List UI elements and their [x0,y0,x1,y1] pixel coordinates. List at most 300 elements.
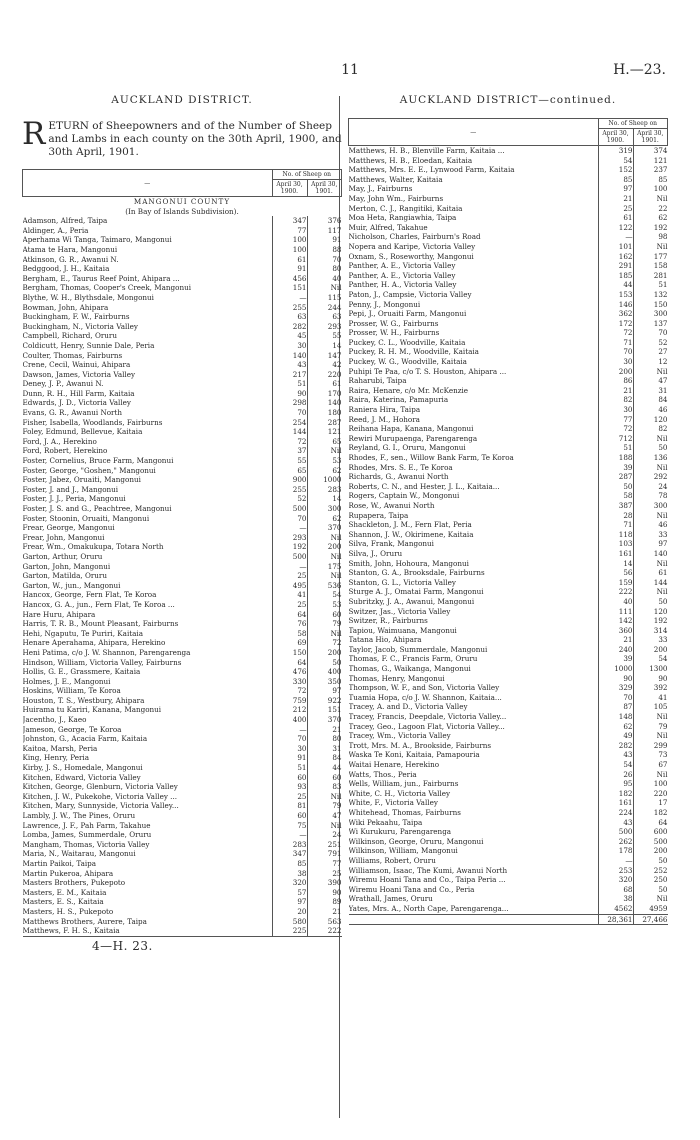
sheep-1901: 180 [307,408,342,418]
owner-name: Tuamia Hopa, c/o J. W. Shannon, Kaitaia... [348,692,502,702]
sheep-1900: 68 [598,885,633,895]
owner-name: Richards, G., Awanui North [348,472,449,482]
sheep-1900: 39 [598,463,633,473]
owner-name: Watts, Thos., Peria [348,769,417,779]
sheep-1901: 400 [307,667,342,677]
table-row [349,578,668,588]
owner-name: Wiremu Hoani Tana and Co., Peria [348,884,475,894]
sheep-1901: 370 [307,523,342,533]
table-row [349,597,668,607]
sheep-1901: 91 [307,235,342,245]
sheep-1901: 17 [633,798,668,808]
owner-name: Frear, George, Mangonui [22,523,115,533]
owner-name: Bowman, John, Ahipara [22,302,109,312]
sheet-signature: 4—H. 23. [92,938,153,953]
owner-name: Crene, Cecil, Wainui, Ahipara [22,360,131,370]
sheep-1900: — [272,830,307,840]
sheep-1900: 254 [272,418,307,428]
sheep-1901: 115 [307,293,342,303]
owner-name: Raharubi, Taipa [348,376,407,386]
sheep-1900: 39 [598,654,633,664]
table-row [349,731,668,741]
table-row [349,645,668,655]
sheep-1901: 374 [633,146,668,156]
sheep-1900: 253 [598,866,633,876]
table-row [23,456,342,466]
sheep-count-group-header: No. of Sheep on [272,170,342,180]
sheep-1900: 64 [272,610,307,620]
sheep-1900: 49 [598,731,633,741]
sheep-1901: 53 [307,600,342,610]
sheep-1900: 240 [598,645,633,655]
sheep-1901: 72 [307,638,342,648]
table-row [349,693,668,703]
table-row [349,491,668,501]
owner-name: Dunn, R. H., Hill Farm, Kaitaia [22,388,135,398]
owner-name: May, John Wm., Fairburns [348,193,444,203]
sheep-1900: 70 [272,408,307,418]
sheep-1901: 252 [633,866,668,876]
owner-name: Ford, J. A., Herekino [22,436,97,446]
sheep-1900: 82 [598,395,633,405]
sheep-1900: 25 [272,571,307,581]
owner-name: Harris, T. R. B., Mount Pleasant, Fairburns [22,619,179,629]
owner-name: Rhodes, Mrs. S. E., Te Koroa [348,462,453,472]
sheep-1900: 293 [272,533,307,543]
sheep-1900: 21 [598,635,633,645]
sheep-1901: 33 [633,635,668,645]
owner-name: Williamson, Isaac, The Kumi, Awanui North [348,865,508,875]
sheep-1901: 79 [307,801,342,811]
sheep-1901: 200 [307,542,342,552]
table-row [23,216,342,226]
sheep-1900: 55 [272,456,307,466]
return-intro [22,116,342,159]
owner-name: Rose, W., Awanui North [348,500,435,510]
sheep-1900: 161 [598,549,633,559]
sheep-1900: 54 [598,156,633,166]
sheep-1901: 90 [307,888,342,898]
owner-name: Matthews, Mrs. E. E., Lynwood Farm, Kaitaia [348,165,515,175]
sheep-1900: 319 [598,146,633,156]
owner-name: Buckingham, N., Victoria Valley [22,321,138,331]
table-row [349,635,668,645]
table-row [349,434,668,444]
owner-name: Foster, Cornelius, Bruce Farm, Mangonui [22,456,174,466]
sheep-1901: 536 [307,581,342,591]
sheep-1901: 222 [307,926,342,936]
sheep-1900: 4562 [598,904,633,914]
owner-name: Silva, J., Oruru [348,548,403,558]
county-heading: MANGONUI COUNTY [133,197,231,206]
sheep-1900: 91 [272,264,307,274]
owner-name: Roberts, C. N., and Hester, J. L., Kaitaia... [348,481,500,491]
sheep-1901: 70 [633,328,668,338]
owner-name: Heni Patima, c/o J. W. Shannon, Parengarenga [22,647,191,657]
sheep-1901: 192 [633,616,668,626]
sheep-1901: 46 [633,405,668,415]
sheep-1900: 360 [598,626,633,636]
sheep-1900: 320 [598,875,633,885]
sheep-1901: 140 [307,398,342,408]
sheep-1901: 82 [633,424,668,434]
owner-name: Dawson, James, Victoria Valley [22,369,136,379]
sheep-1901: 53 [307,456,342,466]
sheep-1900: 21 [598,194,633,204]
table-row [349,252,668,262]
sheep-1901: 283 [307,485,342,495]
table-row [23,581,342,591]
owner-name: Trott, Mrs. M. A., Brookside, Fairburns [348,740,492,750]
sheep-1901: 50 [633,597,668,607]
sheep-1900: 580 [272,917,307,927]
owner-name: Matthews, Walter, Kaitaia [348,174,443,184]
table-row [349,300,668,310]
intro-text: ETURN of Sheepowners and of the Number of Sheep and Lambs in each county on the 30th April, 1900, and 30th April, 1901. [48,120,342,158]
sheep-1900: 400 [272,715,307,725]
sheep-1900: 456 [272,274,307,284]
sheep-1900: 26 [598,770,633,780]
owner-name: Matthews, H. B., Eloedan, Kaitaia [348,155,473,165]
owner-name: Blythe, W. H., Blythsdale, Mongonui [22,292,154,302]
sheep-1901: Nil [307,571,342,581]
sheep-1900: 56 [598,568,633,578]
sheep-1900: 70 [598,693,633,703]
table-row [349,376,668,386]
district-heading-continued: AUCKLAND DISTRICT—continued. [399,94,617,106]
table-row [349,319,668,329]
sheep-1901: 61 [307,379,342,389]
table-row [349,463,668,473]
table-row [23,322,342,332]
owner-name: Taylor, Jacob, Summerdale, Mangonui [348,644,488,654]
owner-name: Matthews, H. B., Blenville Farm, Kaitaia ... [348,146,505,155]
table-row [349,328,668,338]
table-row [23,331,342,341]
owner-name: Wilkinson, George, Oruru, Mangonui [348,836,484,846]
table-row [349,616,668,626]
sheep-1900: 362 [598,309,633,319]
sheep-1900: 192 [272,542,307,552]
sheep-1901: 1000 [307,475,342,485]
table-row [23,562,342,572]
table-row [349,367,668,377]
owner-name: Tracey, Wm., Victoria Valley [348,731,451,741]
table-row [23,725,342,735]
table-row [349,453,668,463]
left-column [22,80,342,953]
totals-row [349,914,668,925]
table-row [23,792,342,802]
sheep-1900: 28 [598,511,633,521]
table-row [349,760,668,770]
sheep-1900: 25 [598,204,633,214]
owner-name: Rogers, Captain W., Mongonui [348,491,460,501]
table-row [23,312,342,322]
totals-label [349,914,599,925]
sheep-1901: 287 [307,418,342,428]
owner-name: Nopera and Karipe, Victoria Valley [348,241,476,251]
sheep-1900: 77 [598,415,633,425]
sheep-1900: 87 [598,702,633,712]
owner-name: Kitchen, Edward, Victoria Valley [22,772,141,782]
sheep-1901: 12 [633,357,668,367]
sheep-1901: 24 [307,830,342,840]
table-row [23,629,342,639]
table-row [349,856,668,866]
owner-name: Subritzky, J. A., Awanui, Mangonui [348,596,475,606]
sheep-1900: 222 [598,587,633,597]
sheep-1901: 299 [633,741,668,751]
sheep-1901: 27 [633,347,668,357]
table-row [349,654,668,664]
owner-name: Tracey, Francis, Deepdale, Victoria Valley... [348,712,507,722]
sheep-1901: 70 [307,255,342,265]
sheep-1901: 121 [307,427,342,437]
sheep-1901: 100 [633,184,668,194]
table-row [23,705,342,715]
sheep-1901: Nil [307,283,342,293]
table-row [349,156,668,166]
sheep-1900: 500 [272,552,307,562]
year-1900-header: April 30, 1900. [598,129,633,146]
table-row [349,223,668,233]
table-row [349,530,668,540]
sheep-1901: 350 [307,677,342,687]
sheep-1901: 600 [633,827,668,837]
sheep-1900: 45 [272,331,307,341]
table-row [349,539,668,549]
table-row [23,773,342,783]
owner-name: Henare Aperahama, Ahipara, Herekino [22,638,166,648]
right-column [348,80,668,925]
sheep-1900: 759 [272,696,307,706]
table-row [23,255,342,265]
owner-name: Maria, N., Waitarau, Mangonui [22,849,136,859]
sheep-1901: 281 [633,271,668,281]
sheep-1900: 85 [598,175,633,185]
owner-name: Williams, Robert, Oruru [348,855,436,865]
sheep-1901: 147 [307,351,342,361]
table-row [23,859,342,869]
table-row [349,232,668,242]
owner-name: Edwards, J. D., Victoria Valley [22,398,131,408]
sheep-1901: 251 [307,840,342,850]
sheep-1900: 1000 [598,664,633,674]
sheep-1900: 62 [598,722,633,732]
sheep-1901: 250 [633,875,668,885]
owner-name: Bergham, Thomas, Cooper's Creek, Mangonui [22,283,191,293]
owner-name: Foster, J. S. and G., Peachtree, Mangonui [22,504,172,513]
owner-name: Martin Pukeroa, Ahipara [22,868,114,878]
owner-name: Wi Kurukuru, Parengarenga [348,827,452,837]
sheep-1900: 100 [272,245,307,255]
sheep-1900: 347 [272,216,307,226]
owner-name: Masters, E. S., Kaitaia [22,897,104,907]
sheep-1900: 60 [272,773,307,783]
sheep-1900: — [272,523,307,533]
table-row [23,446,342,456]
table-row [349,146,668,156]
sheep-1901: 244 [307,303,342,313]
sheep-1901: 132 [633,290,668,300]
owner-name: Foster, Jabez, Oruaiti, Mangonui [22,475,141,485]
sheep-1901: 220 [307,370,342,380]
sheep-1900: 51 [272,379,307,389]
owner-name: Hare Huru, Ahipara [22,609,96,619]
table-row [23,571,342,581]
sheep-1900: 95 [598,779,633,789]
sheep-1900: 188 [598,453,633,463]
owner-name: Rhodes, F., sen., Willow Bank Farm, Te Koroa [348,453,514,462]
sheep-1901: 83 [307,782,342,792]
table-row [349,184,668,194]
sheep-1901: 73 [633,750,668,760]
sheep-1901: 77 [307,859,342,869]
sheep-1900: 38 [598,894,633,904]
sheep-1900: 54 [598,760,633,770]
owner-name: Rewiri Murupaenga, Parengarenga [348,433,478,443]
sheep-1901: 65 [307,437,342,447]
table-row [23,408,342,418]
sheep-1900: 72 [598,328,633,338]
table-row [349,395,668,405]
owner-name: Paton, J., Campsie, Victoria Valley [348,289,472,299]
owner-name: Merton, C. J., Rangitiki, Kaitaia [348,203,463,213]
owner-name: Campbell, Richard, Oruru [22,331,118,341]
sheep-1900: 153 [598,290,633,300]
sheep-1900: 58 [272,629,307,639]
sheep-1900: 75 [272,821,307,831]
sheep-1900: 91 [272,753,307,763]
owner-name: Moa Heta, Rangiawhia, Taipa [348,213,457,223]
table-row [349,808,668,818]
sheep-1901: Nil [633,894,668,904]
sheep-1901: 100 [633,779,668,789]
owner-name: Yates, Mrs. A., North Cape, Parengarenga... [348,903,509,913]
sheep-1901: 90 [633,674,668,684]
sheep-1901: 55 [307,331,342,341]
sheep-1900: 71 [598,520,633,530]
sheep-1900: 500 [598,827,633,837]
table-row [23,427,342,437]
sheep-1900: 282 [272,322,307,332]
sheep-1901: 300 [307,504,342,514]
table-row [349,290,668,300]
sheep-1901: 791 [307,849,342,859]
sheep-1900: 476 [272,667,307,677]
table-row [23,744,342,754]
owner-name: Johnston, G., Acacia Farm, Kaitaia [22,734,148,744]
table-row [23,917,342,927]
owner-name: Kirby, J. S., Homedale, Mangonui [22,763,143,773]
table-row [349,482,668,492]
sheep-1900: 64 [272,658,307,668]
sheep-1901: 121 [633,156,668,166]
owner-name: Thompson, W. F., and Son, Victoria Valley [348,683,500,693]
owner-name: Hoskins, William, Te Koroa [22,686,121,696]
table-row [349,683,668,693]
owner-name: Stanton, G. L., Victoria Valley [348,577,456,587]
owner-name: Switzer, Jas., Victoria Valley [348,606,451,616]
table-row [349,770,668,780]
sheep-1900: 20 [272,907,307,917]
sheep-1900: 330 [272,677,307,687]
owner-name: Silva, Frank, Mangonui [348,539,434,549]
table-row [23,926,342,936]
sheep-1901: 52 [633,338,668,348]
table-row [349,443,668,453]
table-row [349,175,668,185]
table-row [23,418,342,428]
sheep-1900: 212 [272,705,307,715]
table-row [349,702,668,712]
table-row [23,341,342,351]
owner-name: Kitchen, George, Glenburn, Victoria Valley [22,782,178,792]
sheep-1901: 97 [633,539,668,549]
owner-name: Raira, Katerina, Pamapuria [348,395,449,405]
sheep-1900: — [598,232,633,242]
sheep-1901: 563 [307,917,342,927]
year-1901-header: April 30, 1901. [633,129,668,146]
table-row [23,494,342,504]
owner-name: Shannon, J. W., Okirimene, Kaitaia [348,529,474,539]
sheep-1900: 25 [272,600,307,610]
owner-name: Oxnam, S., Roseworthy, Mangonui [348,251,474,261]
sheep-1901: 42 [307,360,342,370]
sheep-1900: 60 [272,811,307,821]
table-row [23,542,342,552]
sheep-1901: 51 [633,280,668,290]
owner-name: Puckey, W. G., Woodville, Kaitaia [348,357,467,367]
sheep-1901: Nil [633,712,668,722]
table-row [23,821,342,831]
total-1901: 27,466 [633,914,668,925]
table-row [349,520,668,530]
sheep-count-group-header: No. of Sheep on [598,119,668,129]
table-row [23,475,342,485]
sheep-1901: 14 [307,341,342,351]
owner-name: Foster, J. J., Peria, Mangonui [22,494,126,504]
sheep-1900: 30 [272,341,307,351]
table-row [349,626,668,636]
table-row [23,840,342,850]
table-row [349,741,668,751]
table-row [23,600,342,610]
sheep-1900: 44 [598,280,633,290]
sheep-1900: 70 [272,734,307,744]
table-row [349,347,668,357]
sheep-1900: 38 [272,869,307,879]
table-row [23,504,342,514]
sheep-1900: 224 [598,808,633,818]
sheep-1901: 47 [633,376,668,386]
sheep-1900: 500 [272,504,307,514]
sheep-1900: 291 [598,261,633,271]
sheep-1900: 61 [598,213,633,223]
sheep-1900: 69 [272,638,307,648]
table-row [349,798,668,808]
owner-name: Wiremu Hoani Tana and Co., Taipa Peria ... [348,875,506,885]
owner-name: Aldinger, A., Peria [22,225,89,235]
table-row [23,753,342,763]
table-row [349,827,668,837]
table-row [23,734,342,744]
owner-name: Sturge A. J., Omatai Farm, Mangonui [348,587,484,597]
table-row [23,907,342,917]
sheep-1901: 192 [633,223,668,233]
sheep-1901: 105 [633,702,668,712]
